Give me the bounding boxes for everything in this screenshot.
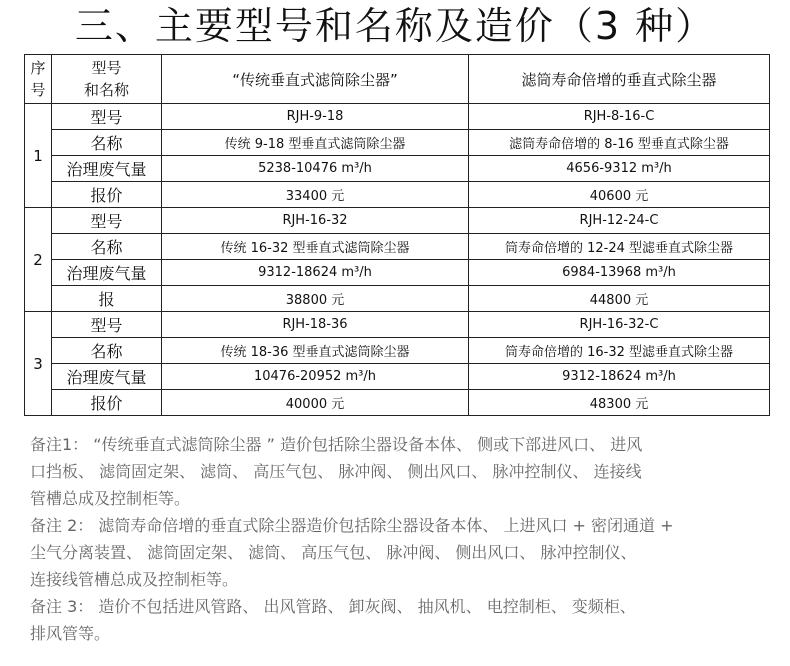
table-row	[25, 364, 770, 390]
cell-col2: 滤筒寿命倍增的 8-16 型垂直式除尘器	[469, 130, 770, 156]
cell-col2: 9312-18624 m³/h	[469, 364, 770, 390]
note-2	[30, 512, 775, 593]
group-index: 1	[25, 104, 52, 208]
header-col1: “传统垂直式滤筒除尘器”	[162, 55, 469, 104]
cell-col1: 10476-20952 m³/h	[162, 364, 469, 390]
row-label: 报价	[52, 182, 162, 208]
row-label: 治理废气量	[52, 260, 162, 286]
table-row	[25, 286, 770, 312]
note-line: 备注 3： 造价不包括进风管路、 出风管路、 卸灰阀、 抽风机、 电控制柜、 变频柜、	[30, 597, 636, 616]
row-label: 治理废气量	[52, 156, 162, 182]
cell-col2: 4656-9312 m³/h	[469, 156, 770, 182]
table-row	[25, 156, 770, 182]
note-line: 备注1： “传统垂直式滤筒除尘器 ” 造价包括除尘器设备本体、 侧或下部进风口、 进风	[30, 435, 643, 454]
row-label: 治理废气量	[52, 364, 162, 390]
cell-col2: 40600 元	[469, 182, 770, 208]
row-label: 名称	[52, 234, 162, 260]
header-label-line2: 和名称	[83, 81, 129, 99]
header-label	[52, 55, 162, 104]
note-1	[30, 431, 775, 512]
row-label: 型号	[52, 208, 162, 234]
cell-col2: RJH-12-24-C	[469, 208, 770, 234]
row-label: 报	[52, 286, 162, 312]
notes-section	[30, 431, 775, 647]
header-index-line2: 号	[30, 81, 46, 99]
note-line: 连接线管槽总成及控制柜等。	[30, 570, 239, 589]
cell-col1: 9312-18624 m³/h	[162, 260, 469, 286]
table-row	[25, 338, 770, 364]
page-title: 三、主要型号和名称及造价（3 种）	[74, 4, 716, 48]
cell-col2: 筒寿命倍增的 12-24 型滤垂直式除尘器	[469, 234, 770, 260]
note-line: 尘气分离装置、 滤筒固定架、 滤筒、 高压气包、 脉冲阀、 侧出风口、 脉冲控制仪、	[30, 543, 637, 562]
header-index-line1: 序	[30, 59, 46, 77]
table-row	[25, 312, 770, 338]
cell-col2: 48300 元	[469, 390, 770, 416]
cell-col1: RJH-18-36	[162, 312, 469, 338]
cell-col2: RJH-16-32-C	[469, 312, 770, 338]
table-row	[25, 182, 770, 208]
table-row	[25, 260, 770, 286]
table-row	[25, 208, 770, 234]
cell-col2: 44800 元	[469, 286, 770, 312]
row-label: 型号	[52, 312, 162, 338]
group-index: 2	[25, 208, 52, 312]
cell-col2: RJH-8-16-C	[469, 104, 770, 130]
note-line: 管槽总成及控制柜等。	[30, 489, 191, 508]
table-header-row	[25, 55, 770, 104]
header-col2: 滤筒寿命倍增的垂直式除尘器	[469, 55, 770, 104]
note-3	[30, 593, 775, 647]
note-line: 备注 2： 滤筒寿命倍增的垂直式除尘器造价包括除尘器设备本体、 上进风口 + 密闭通道 +	[30, 516, 674, 535]
row-label: 名称	[52, 338, 162, 364]
table-row	[25, 390, 770, 416]
row-label: 报价	[52, 390, 162, 416]
cell-col1: 40000 元	[162, 390, 469, 416]
table-row	[25, 104, 770, 130]
cell-col2: 筒寿命倍增的 16-32 型滤垂直式除尘器	[469, 338, 770, 364]
cell-col1: 传统 18-36 型垂直式滤筒除尘器	[162, 338, 469, 364]
cell-col2: 6984-13968 m³/h	[469, 260, 770, 286]
note-line: 排风管等。	[30, 624, 111, 643]
cell-col1: 传统 16-32 型垂直式滤筒除尘器	[162, 234, 469, 260]
cell-col1: RJH-16-32	[162, 208, 469, 234]
table-row	[25, 130, 770, 156]
spec-table	[24, 54, 770, 416]
table-row	[25, 234, 770, 260]
cell-col1: 传统 9-18 型垂直式滤筒除尘器	[162, 130, 469, 156]
cell-col1: RJH-9-18	[162, 104, 469, 130]
row-label: 型号	[52, 104, 162, 130]
cell-col1: 33400 元	[162, 182, 469, 208]
cell-col1: 38800 元	[162, 286, 469, 312]
header-index	[25, 55, 52, 104]
cell-col1: 5238-10476 m³/h	[162, 156, 469, 182]
note-line: 口挡板、 滤筒固定架、 滤筒、 高压气包、 脉冲阀、 侧出风口、 脉冲控制仪、 连接线	[30, 462, 642, 481]
group-index: 3	[25, 312, 52, 416]
header-label-line1: 型号	[91, 59, 122, 77]
row-label: 名称	[52, 130, 162, 156]
